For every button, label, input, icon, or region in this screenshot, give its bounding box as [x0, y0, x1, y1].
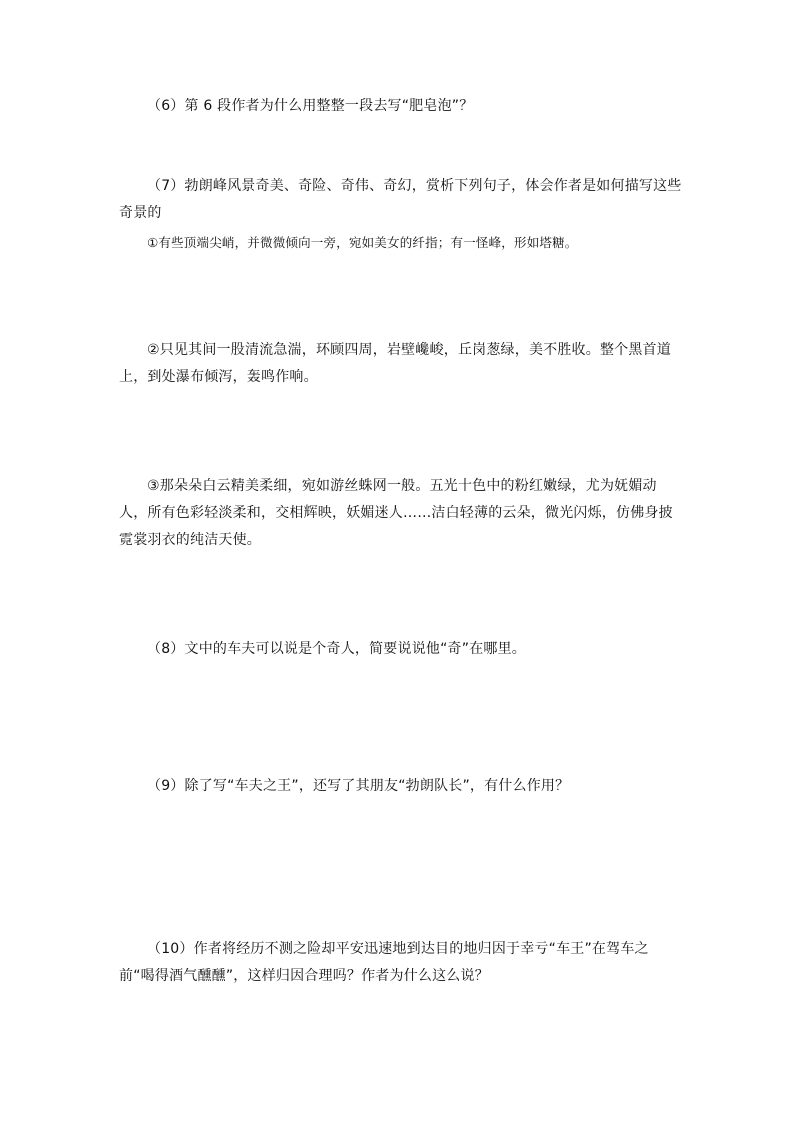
question-6: （6）第 6 段作者为什么用整整一段去写“肥皂泡”？: [147, 98, 474, 114]
question-7-sentence-2: ②只见其间一股清流急湍，环顾四周，岩壁巉峻，丘岗葱绿，美不胜收。整个黑首道上，到处瀑布倾泻，轰鸣作响。: [119, 342, 671, 385]
question-7-sentence-1: ①有些顶端尖峭，并微微倾向一旁，宛如美女的纤指；有一怪峰，形如塔糖。: [147, 235, 578, 250]
question-8: （8）文中的车夫可以说是个奇人，简要说说他“奇”在哪里。: [147, 641, 527, 657]
question-9: （9）除了写“车夫之王”，还写了其朋友“勃朗队长”，有什么作用？: [147, 778, 570, 794]
question-7-sentence-3: ③那朵朵白云精美柔细，宛如游丝蛛网一般。五光十色中的粉红嫩绿，尤为妩媚动人，所有色彩轻淡柔和，交相辉映，妖媚迷人……洁白轻薄的云朵，微光闪烁，仿佛身披霓裳羽衣的纯洁天使。: [119, 478, 673, 548]
question-7: （7）勃朗峰风景奇美、奇险、奇伟、奇幻，赏析下列句子，体会作者是如何描写这些奇景的: [119, 178, 682, 221]
question-10: （10）作者将经历不测之险却平安迅速地到达目的地归因于幸亏“车王”在驾车之前“喝得酒气醺醺”，这样归因合理吗？作者为什么这么说？: [119, 941, 649, 984]
